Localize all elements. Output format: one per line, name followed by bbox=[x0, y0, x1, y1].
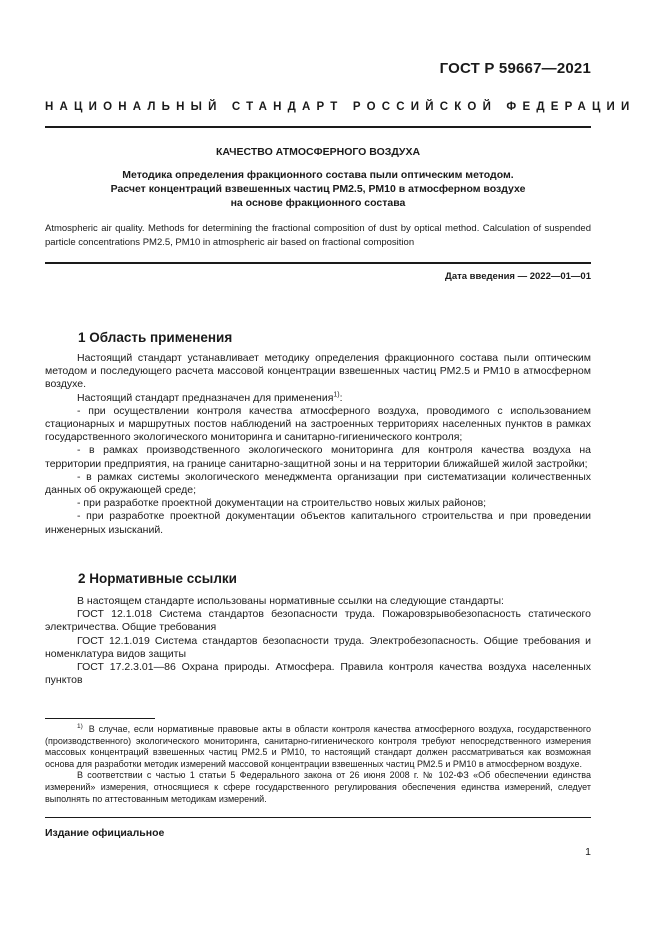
introduction-date: Дата введения — 2022—01—01 bbox=[445, 271, 591, 282]
list-item: - в рамках производственного экологического мониторинга для контроля качества воздуха на территории предприятия, на границе санитарно-защитной зоны и на территории ближайшей жилой застройки; bbox=[45, 444, 591, 470]
footnote-reference[interactable]: 1) bbox=[333, 391, 340, 399]
footnote-mark: 1) bbox=[77, 723, 83, 730]
paragraph-text: Настоящий стандарт предназначен для применения bbox=[77, 391, 334, 404]
section-2-body bbox=[45, 595, 591, 687]
footnote-rule bbox=[45, 718, 155, 719]
footnote bbox=[45, 724, 591, 805]
list-item: - при разработке проектной документации на строительство новых жилых районов; bbox=[77, 497, 487, 510]
subtitle-line: Методика определения фракционного состава пыли оптическим методом. bbox=[122, 169, 514, 181]
list-item: - в рамках системы экологического менеджмента организации при систематизации количественных данных об окружающей среде; bbox=[45, 470, 591, 497]
footer-rule bbox=[45, 817, 591, 818]
list-item: - при осуществлении контроля качества атмосферного воздуха, проводимого с использованием стационарных и маршрутных постов наблюдений на застроенных территориях населенных пунктов в рамках государственного экологического мониторинга и санитарно-гигиенического контроля; bbox=[45, 404, 591, 444]
reference-item: ГОСТ 17.2.3.01—86 Охрана природы. Атмосфера. Правила контроля качества воздуха населенных пунктов bbox=[45, 661, 591, 687]
subtitle-line: Расчет концентраций взвешенных частиц РМ2.5, РМ10 в атмосферном воздухе bbox=[110, 183, 526, 195]
section-2-heading: 2 Нормативные ссылки bbox=[78, 571, 237, 586]
national-standard-heading: НАЦИОНАЛЬНЫЙ СТАНДАРТ РОССИЙСКОЙ ФЕДЕРАЦИИ bbox=[45, 101, 636, 113]
footnote-text: В случае, если нормативные правовые акты в области контроля качества атмосферного воздуха, государственного (производственного) экологического мониторинга, санитарно-гигиенического контроля требуют непосредственного измерения массовых концентраций взвешенных частиц РМ2.5 и РМ10, то настоящий стандарт должен рассматриваться как возможная основа для разработки методик измерений массовой концентрации взвешенных частиц РМ2.5 и РМ10 в атмосферном воздухе. bbox=[45, 724, 591, 769]
document-title: КАЧЕСТВО АТМОСФЕРНОГО ВОЗДУХА bbox=[215, 146, 421, 158]
reference-item: ГОСТ 12.1.018 Система стандартов безопасности труда. Пожаровзрывобезопасность статического электричества. Общие требования bbox=[45, 608, 591, 634]
english-title: Atmospheric air quality. Methods for determining the fractional composition of dust by optical method. Calculation of suspended particle concentrations PM2.5, PM10 in atmospheric air based on fractional composition bbox=[45, 223, 591, 248]
paragraph-colon: : bbox=[339, 391, 343, 404]
section-1-body bbox=[45, 352, 591, 537]
official-edition-label: Издание официальное bbox=[45, 827, 165, 839]
section-1-heading: 1 Область применения bbox=[78, 330, 233, 345]
header-rule bbox=[45, 126, 591, 128]
footnote-paragraph: В соответствии с частью 1 статьи 5 Федерального закона от 26 июня 2008 г. № 102-ФЗ «Об обеспечении единства измерений» измерения, относящиеся к сфере государственного регулирования обеспечения единства измерений, следует выполнять по аттестованным методикам измерений. bbox=[45, 770, 591, 804]
document-subtitle bbox=[60, 168, 576, 210]
paragraph bbox=[45, 392, 591, 405]
footnote-paragraph bbox=[45, 724, 591, 770]
list-item: - при разработке проектной документации объектов капитального строительства и при проведении инженерных изысканий. bbox=[45, 510, 591, 536]
paragraph: В настоящем стандарте использованы нормативные ссылки на следующие стандарты: bbox=[77, 595, 504, 607]
page-number: 1 bbox=[585, 846, 591, 858]
reference-item: ГОСТ 12.1.019 Система стандартов безопасности труда. Электробезопасность. Общие требования и номенклатура видов защиты bbox=[45, 634, 591, 660]
standard-number: ГОСТ Р 59667—2021 bbox=[439, 60, 591, 77]
title-rule bbox=[45, 262, 591, 264]
subtitle-line: на основе фракционного состава bbox=[230, 197, 406, 209]
paragraph: Настоящий стандарт устанавливает методику определения фракционного состава пыли оптическим методом и последующего расчета массовой концентрации взвешенных частиц РМ2.5 и РМ10 в атмосферном воздухе. bbox=[45, 352, 591, 391]
